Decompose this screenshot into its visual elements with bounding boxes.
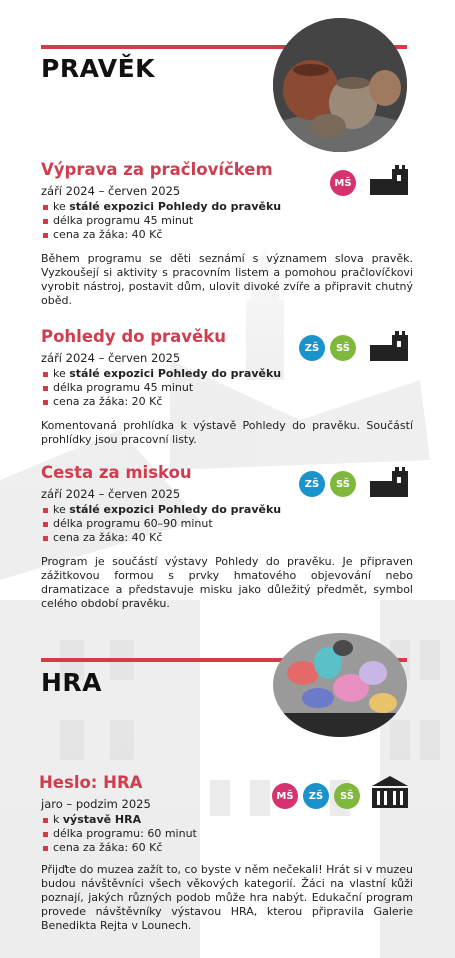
detail-price: cena za žáka: 20 Kč [41,395,413,409]
program-description: Během programu se děti seznámí s významem slova pravěk. Vyzkoušejí si aktivity s pracovním listem a pomohou pračlovíčkovi vyrobit nástroj, postavit dům, ulovit divoké zvíře a připravit chutný oběd. [41,252,413,307]
section-heading: PRAVĚK [41,54,156,83]
badge-ms: MŠ [330,170,356,196]
detail-duration: délka programu 45 minut [41,214,413,228]
detail-venue: ke stálé expozici Pohledy do pravěku [41,367,413,381]
detail-duration: délka programu 60–90 minut [41,517,413,531]
detail-venue: ke stálé expozici Pohledy do pravěku [41,200,413,214]
gallery-building-icon [372,776,408,808]
program-details [41,813,413,855]
program-title: Výprava za pračlovíčkem [41,160,273,179]
museum-tower-icon [370,163,408,195]
detail-price: cena za žáka: 40 Kč [41,228,413,242]
program-description: Program je součástí výstavy Pohledy do pravěku. Je připraven zážitkovou formou s prvky hmatového objevování nebo dramatizace a představuje misku jako důležitý předmět, symbol celého období pravěku. [41,555,413,610]
program-title: Cesta za miskou [41,463,192,482]
program-vyprava [41,160,413,308]
detail-price: cena za žáka: 40 Kč [41,531,413,545]
program-title: Pohledy do pravěku [41,327,226,346]
program-title: Heslo: HRA [39,773,143,792]
badge-zs: ZŠ [299,471,325,497]
program-description: Komentovaná prohlídka k výstavě Pohledy do pravěku. Součástí prohlídky jsou pracovní listy. [41,419,413,446]
badge-ms: MŠ [272,783,298,809]
program-cesta [41,463,413,611]
school-level-badges [299,335,356,361]
detail-duration: délka programu 45 minut [41,381,413,395]
program-date: září 2024 – červen 2025 [41,351,181,365]
program-date: září 2024 – červen 2025 [41,184,181,198]
program-pohledy [41,327,413,447]
badge-zs: ZŠ [299,335,325,361]
museum-tower-icon [370,465,408,497]
detail-venue: k výstavě HRA [41,813,413,827]
badge-ss: SŠ [330,471,356,497]
badge-zs: ZŠ [303,783,329,809]
section-heading: HRA [41,668,103,697]
program-details [41,367,413,409]
badge-ss: SŠ [330,335,356,361]
school-level-badges [272,783,360,809]
pottery-photo [273,18,407,152]
school-level-badges [330,170,356,196]
school-level-badges [299,471,356,497]
program-date: září 2024 – červen 2025 [41,487,181,501]
program-details [41,200,413,242]
badge-ss: SŠ [334,783,360,809]
program-description: Přijďte do muzea zažít to, co byste v něm nečekali! Hrát si v muzeu budou návštěvníci všech věkových kategorií. Žáci na vlastní kůži poznají, jakých různých podob může hra nabýt. Edukační program provede návštěvníky výstavou HRA, kterou připravila Galerie Benedikta Rejta v Lounech. [41,863,413,932]
detail-duration: délka programu: 60 minut [41,827,413,841]
program-date: jaro – podzim 2025 [41,797,151,811]
program-details [41,503,413,545]
detail-price: cena za žáka: 60 Kč [41,841,413,855]
detail-venue: ke stálé expozici Pohledy do pravěku [41,503,413,517]
toys-photo [273,633,407,737]
museum-tower-icon [370,329,408,361]
